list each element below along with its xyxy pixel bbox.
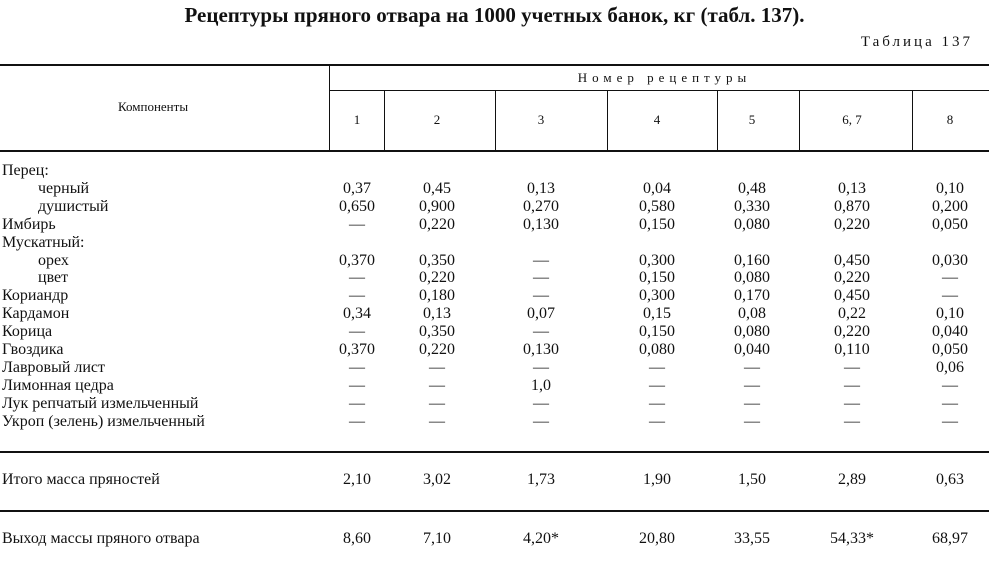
table-cell: 0,150	[639, 216, 675, 233]
table-cell: 68,97	[932, 530, 968, 547]
table-number-label: Таблица 137	[860, 34, 973, 50]
row-label: Имбирь	[2, 216, 56, 233]
table-cell: 0,13	[423, 305, 451, 322]
table-cell: 0,200	[932, 198, 968, 215]
row-label: Укроп (зелень) измельченный	[2, 413, 205, 430]
table-cell: 0,220	[419, 341, 455, 358]
table-cell: 0,45	[423, 180, 451, 197]
column-number-header: 1	[353, 112, 361, 127]
table-cell: 0,13	[838, 180, 866, 197]
table-cell: 0,10	[936, 305, 964, 322]
table-cell: 0,150	[639, 269, 675, 286]
group-header-rule	[330, 90, 989, 91]
table-cell: —	[942, 395, 958, 412]
column-number-header: 5	[748, 112, 756, 127]
table-cell: 0,030	[932, 252, 968, 269]
table-cell: 0,580	[639, 198, 675, 215]
table-cell: 0,15	[643, 305, 671, 322]
components-header: Компоненты	[118, 99, 189, 114]
table-cell: 0,450	[834, 287, 870, 304]
table-cell: 0,48	[738, 180, 766, 197]
table-cell: 0,37	[343, 180, 371, 197]
table-cell: —	[533, 323, 549, 340]
table-cell: 0,080	[734, 216, 770, 233]
table-cell: 0,220	[834, 269, 870, 286]
row-label: Выход массы пряного отвара	[2, 530, 200, 547]
table-cell: 0,350	[419, 323, 455, 340]
table-cell: —	[533, 395, 549, 412]
table-cell: 0,370	[339, 252, 375, 269]
table-cell: 8,60	[343, 530, 371, 547]
row-label: Лук репчатый измельченный	[2, 395, 199, 412]
table-cell: —	[429, 377, 445, 394]
table-cell: 0,080	[734, 269, 770, 286]
table-cell: 0,040	[734, 341, 770, 358]
table-cell: 0,150	[639, 323, 675, 340]
table-cell: —	[429, 359, 445, 376]
column-divider	[799, 91, 800, 150]
table-cell: 0,08	[738, 305, 766, 322]
row-label: Итого масса пряностей	[2, 471, 160, 488]
table-cell: —	[649, 395, 665, 412]
table-cell: —	[649, 377, 665, 394]
table-cell: —	[844, 377, 860, 394]
row-label: Кориандр	[2, 287, 69, 304]
table-cell: 0,080	[639, 341, 675, 358]
table-cell: 0,63	[936, 471, 964, 488]
table-cell: 0,270	[523, 198, 559, 215]
table-cell: 7,10	[423, 530, 451, 547]
table-cell: —	[649, 413, 665, 430]
table-cell: —	[429, 395, 445, 412]
table-cell: —	[533, 359, 549, 376]
table-top-rule	[0, 64, 989, 66]
table-cell: 0,220	[419, 269, 455, 286]
table-cell: 33,55	[734, 530, 770, 547]
table-cell: —	[844, 413, 860, 430]
row-label: Мускатный:	[2, 234, 85, 251]
table-cell: 0,04	[643, 180, 671, 197]
table-cell: —	[429, 413, 445, 430]
table-cell: 0,080	[734, 323, 770, 340]
document-title: Рецептуры пряного отвара на 1000 учетных банок, кг (табл. 137).	[184, 3, 805, 27]
table-cell: 0,130	[523, 341, 559, 358]
column-number-header: 8	[946, 112, 954, 127]
table-cell: 1,0	[531, 377, 551, 394]
table-cell: —	[942, 287, 958, 304]
table-cell: —	[349, 287, 365, 304]
table-cell: 0,050	[932, 341, 968, 358]
table-cell: 20,80	[639, 530, 675, 547]
table-cell: 0,300	[639, 252, 675, 269]
table-cell: 1,73	[527, 471, 555, 488]
row-label: Лавровый лист	[2, 359, 106, 376]
table-cell: 0,330	[734, 198, 770, 215]
row-label: черный	[38, 180, 90, 197]
table-cell: 0,040	[932, 323, 968, 340]
table-cell: 3,02	[423, 471, 451, 488]
recipe-number-header: Номер рецептуры	[577, 70, 752, 85]
table-cell: 0,900	[419, 198, 455, 215]
table-cell: 0,300	[639, 287, 675, 304]
row-label: цвет	[38, 269, 69, 286]
table-cell: —	[349, 395, 365, 412]
body-bottom-rule	[0, 451, 989, 453]
table-cell: —	[349, 269, 365, 286]
table-cell: 0,450	[834, 252, 870, 269]
column-divider	[329, 66, 330, 150]
table-cell: 0,350	[419, 252, 455, 269]
table-cell: —	[349, 377, 365, 394]
table-cell: 4,20*	[523, 530, 559, 547]
table-cell: —	[533, 269, 549, 286]
table-cell: —	[533, 413, 549, 430]
row-label: душистый	[38, 198, 109, 215]
table-cell: 0,13	[527, 180, 555, 197]
table-cell: —	[942, 377, 958, 394]
table-cell: —	[744, 377, 760, 394]
row-label: Перец:	[2, 162, 49, 179]
table-cell: —	[349, 359, 365, 376]
table-cell: 0,130	[523, 216, 559, 233]
row-label: Кардамон	[2, 305, 70, 322]
table-cell: —	[533, 252, 549, 269]
table-cell: —	[349, 323, 365, 340]
table-cell: —	[942, 269, 958, 286]
table-cell: 2,89	[838, 471, 866, 488]
table-cell: 1,90	[643, 471, 671, 488]
table-cell: 0,050	[932, 216, 968, 233]
table-cell: 0,06	[936, 359, 964, 376]
total-bottom-rule	[0, 510, 989, 512]
table-cell: 2,10	[343, 471, 371, 488]
table-cell: —	[844, 395, 860, 412]
row-label: Корица	[2, 323, 53, 340]
table-cell: 0,870	[834, 198, 870, 215]
table-cell: 1,50	[738, 471, 766, 488]
column-number-header: 6, 7	[842, 112, 862, 127]
table-cell: —	[349, 413, 365, 430]
table-cell: 0,220	[834, 323, 870, 340]
table-cell: 0,10	[936, 180, 964, 197]
table-cell: —	[744, 359, 760, 376]
table-cell: 0,370	[339, 341, 375, 358]
row-label: Лимонная цедра	[2, 377, 114, 394]
table-cell: —	[349, 216, 365, 233]
row-label: орех	[38, 252, 69, 269]
table-cell: 0,180	[419, 287, 455, 304]
row-label: Гвоздика	[2, 341, 64, 358]
table-cell: 0,220	[419, 216, 455, 233]
header-bottom-rule	[0, 150, 989, 152]
table-cell: —	[744, 395, 760, 412]
table-cell: —	[744, 413, 760, 430]
table-cell: —	[942, 413, 958, 430]
table-cell: 0,22	[838, 305, 866, 322]
table-cell: 0,160	[734, 252, 770, 269]
table-cell: 0,220	[834, 216, 870, 233]
table-cell: 0,170	[734, 287, 770, 304]
column-number-header: 3	[537, 112, 545, 127]
table-cell: 0,07	[527, 305, 555, 322]
table-cell: —	[649, 359, 665, 376]
table-cell: —	[844, 359, 860, 376]
column-divider	[607, 91, 608, 150]
column-number-header: 2	[433, 112, 441, 127]
table-cell: 0,110	[834, 341, 870, 358]
table-cell: 54,33*	[830, 530, 874, 547]
table-cell: 0,650	[339, 198, 375, 215]
table-cell: 0,34	[343, 305, 371, 322]
table-cell: —	[533, 287, 549, 304]
column-number-header: 4	[653, 112, 661, 127]
